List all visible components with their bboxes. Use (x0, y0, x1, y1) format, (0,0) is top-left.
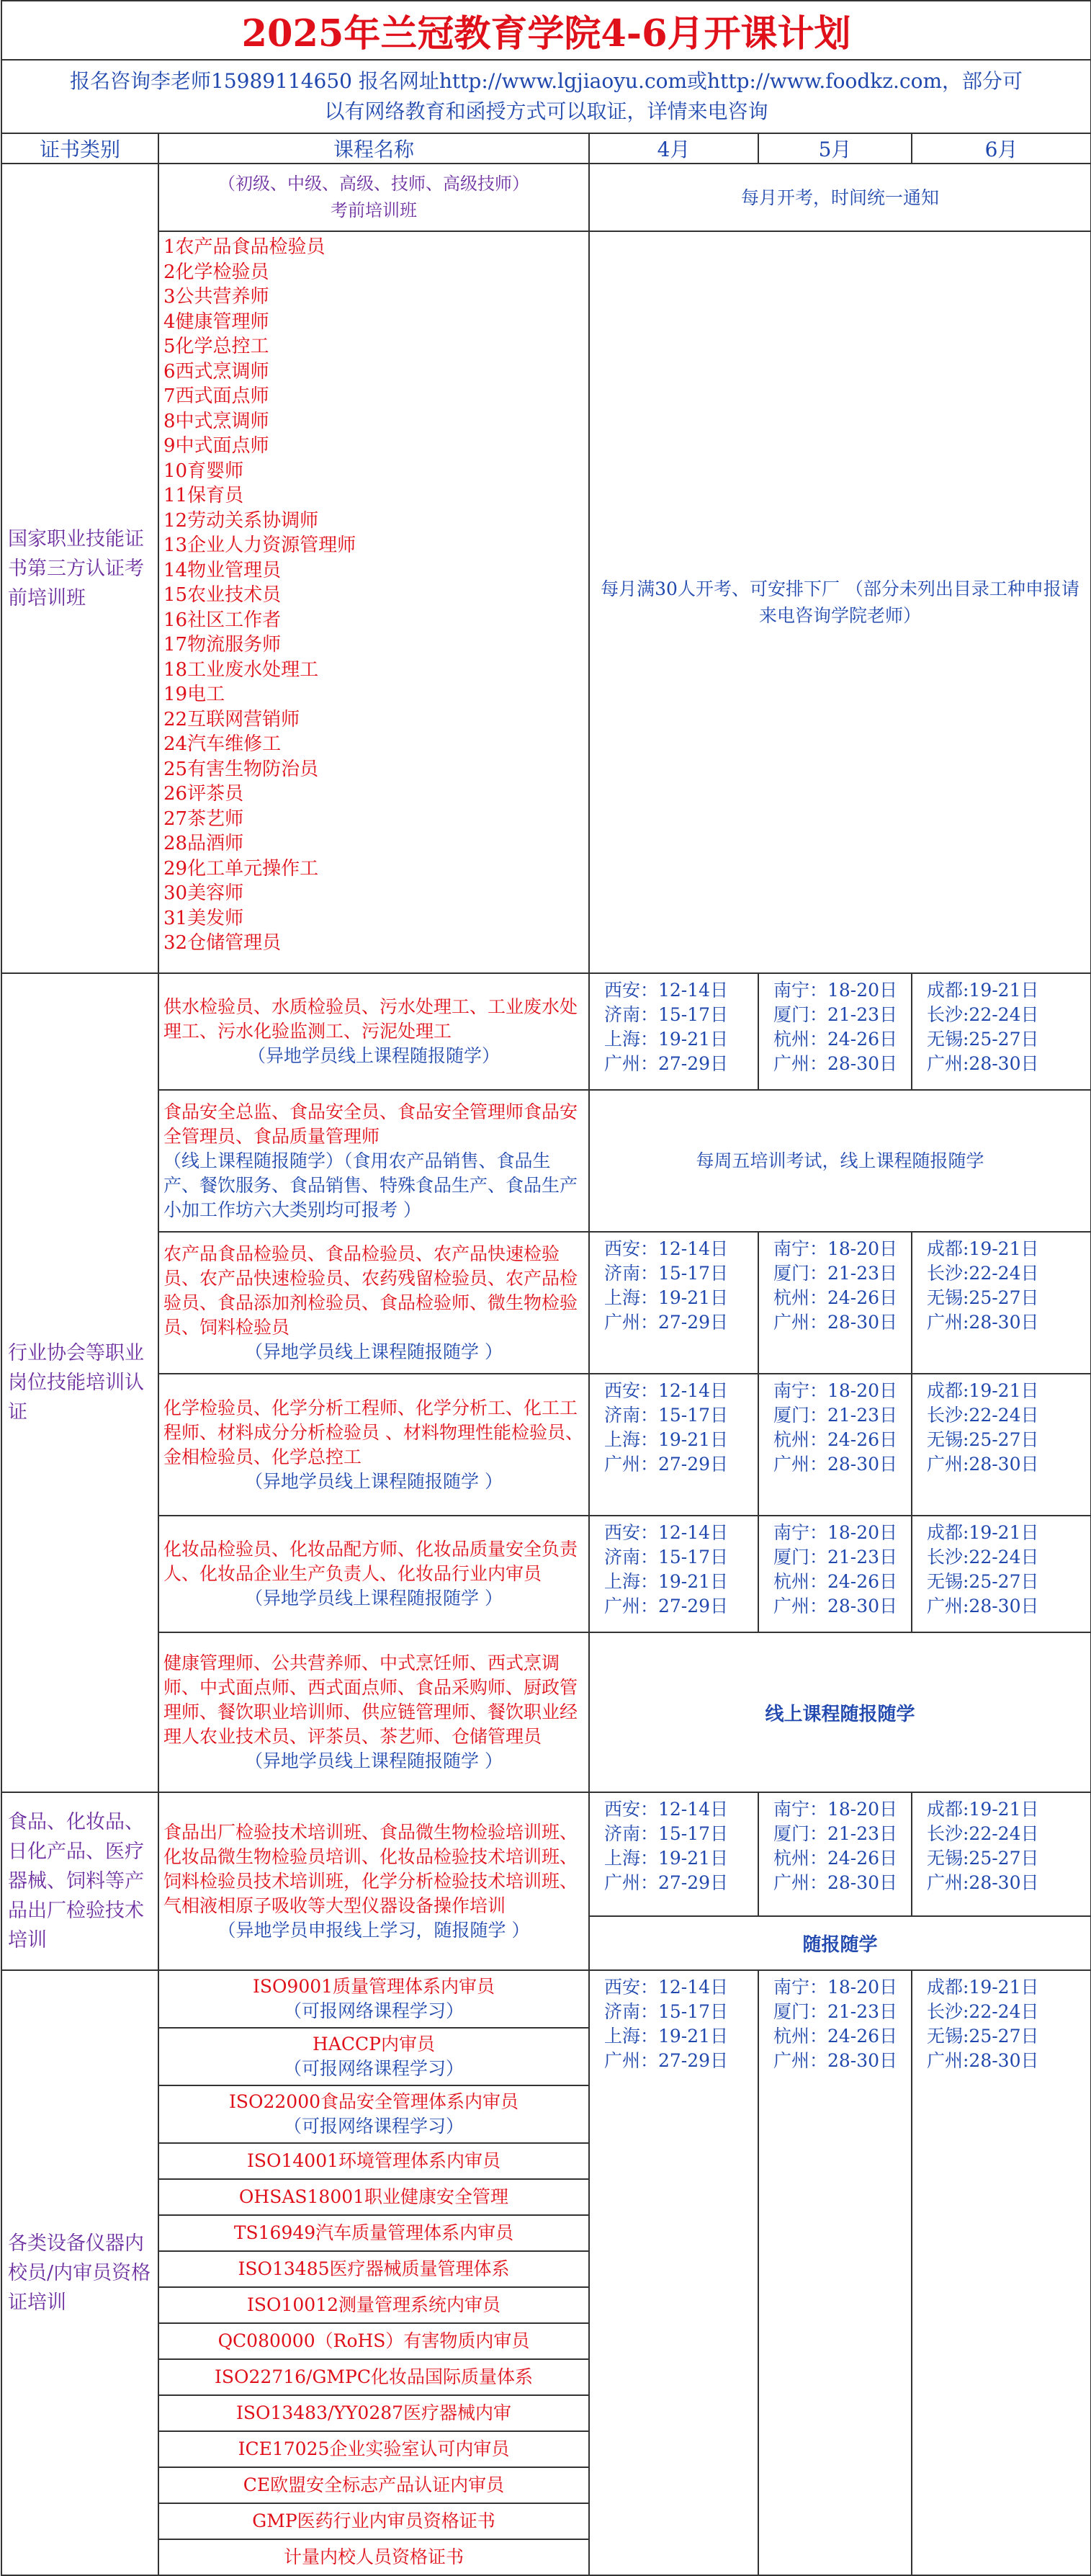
iso-course-name: CE欧盟安全标志产品认证内审员 (243, 2474, 505, 2495)
city-schedule-june (912, 1970, 1091, 2575)
list-item: 3公共营养师 (163, 286, 269, 308)
iso-course-name: GMP医药行业内审员资格证书 (252, 2510, 495, 2531)
iso-course (158, 2251, 589, 2287)
city-date: 上海：19-21日 (604, 1429, 729, 1450)
city-date: 广州：27-29日 (604, 1053, 729, 1074)
city-date: 广州：28-30日 (773, 1454, 898, 1475)
city-date: 长沙:22-24日 (927, 1823, 1039, 1844)
city-date: 长沙:22-24日 (927, 1263, 1039, 1284)
iso-course (158, 2323, 589, 2359)
city-date: 无锡:25-27日 (927, 1848, 1039, 1869)
city-date: 成都:19-21日 (927, 1380, 1039, 1401)
iso-course-name: 计量内校人员资格证书 (283, 2546, 464, 2567)
city-date: 成都:19-21日 (927, 1977, 1039, 1998)
city-date: 厦门：21-23日 (773, 1547, 898, 1567)
contact-line-1: 报名咨询李老师15989114650 报名网址http://www.lgjiaoyu.com或http://www.foodkz.com，部分可 (70, 69, 1023, 93)
iso-course-note: （可报网络课程学习） (283, 2000, 464, 2021)
iso-course-name: ISO22716/GMPC化妆品国际质量体系 (215, 2366, 533, 2387)
iso-course (158, 2179, 589, 2215)
category-internal-auditor: 各类设备仪器内校员/内审员资格证培训 (1, 1970, 158, 2575)
iso-course-note: （可报网络课程学习） (283, 2058, 464, 2079)
iso-course-name: ISO10012测量管理系统内审员 (246, 2294, 501, 2315)
city-date: 厦门：21-23日 (773, 2001, 898, 2022)
header-may: 5月 (758, 133, 912, 164)
iso-course (158, 2085, 589, 2143)
city-date: 厦门：21-23日 (773, 1263, 898, 1284)
course-food-inspection: 农产品食品检验员、食品检验员、农产品快速检验员、农产品快速检验员、农药残留检验员、农产品检验员、食品添加剂检验员、食品检验师、微生物检验员、饲料检验员 （异地学员线上课程随报随学 ） (158, 1232, 589, 1374)
city-date: 长沙:22-24日 (927, 1547, 1039, 1567)
city-date: 成都:19-21日 (927, 1799, 1039, 1820)
prep-levels: （初级、中级、高级、技师、高级技师） (218, 174, 529, 194)
city-date: 杭州：24-26日 (773, 1029, 898, 1050)
city-schedule-april (589, 1374, 758, 1516)
category-industry: 行业协会等职业岗位技能培训认证 (1, 973, 158, 1792)
list-item: 6西式烹调师 (163, 360, 269, 383)
iso-course-name: HACCP内审员 (313, 2034, 435, 2054)
iso-course (158, 2503, 589, 2539)
city-date: 广州：28-30日 (773, 2050, 898, 2071)
city-date: 广州:28-30日 (927, 1596, 1039, 1616)
city-date: 广州：28-30日 (773, 1053, 898, 1074)
list-item: 32仓储管理员 (163, 932, 282, 954)
list-item: 25有害生物防治员 (163, 758, 319, 780)
city-schedule-may (758, 1232, 912, 1374)
list-item: 24汽车维修工 (163, 733, 282, 755)
list-item: 17物流服务师 (163, 634, 282, 656)
iso-course (158, 2539, 589, 2575)
iso-course (158, 2215, 589, 2251)
list-item: 19电工 (163, 684, 225, 705)
city-date: 南宁：18-20日 (773, 980, 898, 1001)
city-date: 济南：15-17日 (604, 1405, 729, 1426)
list-item: 31美发师 (163, 907, 244, 929)
city-date: 济南：15-17日 (604, 1547, 729, 1567)
city-date: 成都:19-21日 (927, 980, 1039, 1001)
course-health: 健康管理师、公共营养师、中式烹饪师、西式烹调师、中式面点师、西式面点师、食品采购师、厨政管理师、餐饮职业培训师、供应链管理师、餐饮职业经理人农业技术员、评茶员、茶艺师、仓储管理员 （异地学员线上课程随报随学 ） (158, 1632, 589, 1792)
course-cosmetics: 化妆品检验员、化妆品配方师、化妆品质量安全负责人、化妆品企业生产负责人、化妆品行业内审员 （异地学员线上课程随报随学 ） (158, 1516, 589, 1632)
course-water: 供水检验员、水质检验员、污水处理工、工业废水处理工、污水化验监测工、污泥处理工 （异地学员线上课程随报随学） (158, 973, 589, 1090)
iso-course-name: ISO13485医疗器械质量管理体系 (238, 2258, 510, 2279)
list-item: 29化工单元操作工 (163, 857, 319, 880)
city-schedule-april (589, 1232, 758, 1374)
list-item: 16社区工作者 (163, 609, 282, 631)
city-date: 济南：15-17日 (604, 1004, 729, 1025)
iso-course-name: QC080000（RoHS）有害物质内审员 (217, 2330, 530, 2351)
city-date: 西安：12-14日 (604, 1522, 729, 1543)
city-date: 无锡:25-27日 (927, 2026, 1039, 2047)
city-date: 济南：15-17日 (604, 1263, 729, 1284)
list-item: 1农产品食品检验员 (163, 236, 325, 258)
city-date: 广州:28-30日 (927, 1053, 1039, 1074)
schedule-table (1, 0, 1091, 2576)
city-date: 长沙:22-24日 (927, 1004, 1039, 1025)
national-schedule-note: 每月满30人开考、可安排下厂 （部分未列出目录工种申报请来电咨询学院老师） (589, 231, 1091, 973)
header-june: 6月 (912, 133, 1091, 164)
city-date: 无锡:25-27日 (927, 1029, 1039, 1050)
city-date: 无锡:25-27日 (927, 1287, 1039, 1308)
list-item: 7西式面点师 (163, 385, 269, 407)
city-date: 广州：28-30日 (773, 1312, 898, 1333)
iso-course-name: ISO9001质量管理体系内审员 (252, 1976, 495, 1997)
city-date: 广州：27-29日 (604, 1872, 729, 1893)
city-schedule-april (589, 973, 758, 1090)
iso-section (1, 1970, 1091, 2575)
city-date: 广州：27-29日 (604, 2050, 729, 2071)
list-item: 5化学总控工 (163, 336, 269, 357)
list-item: 4健康管理师 (163, 310, 269, 333)
city-schedule-april (589, 1970, 758, 2575)
city-schedule-april (589, 1792, 758, 1916)
city-date: 长沙:22-24日 (927, 2001, 1039, 2022)
city-date: 西安：12-14日 (604, 1977, 729, 1998)
iso-course (158, 2467, 589, 2503)
contact-info (1, 60, 1091, 133)
contact-line-2: 以有网络教育和函授方式可以取证，详情来电咨询 (324, 99, 768, 123)
city-date: 杭州：24-26日 (773, 1287, 898, 1308)
header-april: 4月 (589, 133, 758, 164)
city-schedule-april (589, 1516, 758, 1632)
city-schedule-may (758, 1792, 912, 1916)
national-course-list (158, 231, 589, 973)
iso-course (158, 2143, 589, 2179)
city-date: 南宁：18-20日 (773, 1238, 898, 1259)
list-item: 10育婴师 (163, 460, 244, 482)
list-item: 15农业技术员 (163, 584, 282, 606)
city-date: 南宁：18-20日 (773, 1380, 898, 1401)
course-factory-inspection: 食品出厂检验技术培训班、食品微生物检验培训班、化妆品微生物检验员培训、化妆品检验技术培训班、饲料检验员技术培训班，化学分析检验技术培训班、气相液相原子吸收等大型仪器设备操作培训 （异地学员申报线上学习，随报随学 ） (158, 1792, 589, 1970)
iso-course (158, 2395, 589, 2431)
list-item: 30美容师 (163, 882, 244, 904)
iso-course-name: ISO13483/YY0287医疗器械内审 (235, 2402, 512, 2423)
city-schedule-june (912, 1516, 1091, 1632)
city-date: 厦门：21-23日 (773, 1823, 898, 1844)
course-food-safety: 食品安全总监、食品安全员、食品安全管理师食品安全管理员、食品质量管理师 （线上课程随报随学）（食用农产品销售、食品生产、餐饮服务、食品销售、特殊食品生产、食品生产小加工作坊六大类别均可报考 ） (158, 1090, 589, 1232)
list-item: 13企业人力资源管理师 (163, 535, 356, 556)
category-national: 国家职业技能证书第三方认证考前培训班 (1, 164, 158, 973)
city-date: 广州：27-29日 (604, 1596, 729, 1616)
iso-course (158, 1970, 589, 2028)
city-date: 广州：28-30日 (773, 1872, 898, 1893)
city-date: 济南：15-17日 (604, 1823, 729, 1844)
prep-class (158, 164, 589, 231)
iso-course-name: OHSAS18001职业健康安全管理 (238, 2186, 509, 2207)
city-schedule-may (758, 1516, 912, 1632)
iso-course-name: ISO14001环境管理体系内审员 (246, 2150, 501, 2171)
city-date: 成都:19-21日 (927, 1238, 1039, 1259)
city-date: 厦门：21-23日 (773, 1004, 898, 1025)
food-safety-schedule: 每周五培训考试，线上课程随报随学 (589, 1090, 1091, 1232)
city-date: 南宁：18-20日 (773, 1977, 898, 1998)
list-item: 11保育员 (163, 485, 244, 506)
city-date: 杭州：24-26日 (773, 1848, 898, 1869)
city-date: 西安：12-14日 (604, 980, 729, 1001)
course-chemical: 化学检验员、化学分析工程师、化学分析工、化工工程师、材料成分分析检验员 、材料物理性能检验员、金相检验员、化学总控工 （异地学员线上课程随报随学 ） (158, 1374, 589, 1516)
city-schedule-june (912, 1374, 1091, 1516)
city-date: 上海：19-21日 (604, 1571, 729, 1592)
city-date: 上海：19-21日 (604, 2026, 729, 2047)
city-date: 广州:28-30日 (927, 1312, 1039, 1333)
iso-course (158, 2359, 589, 2395)
city-date: 广州:28-30日 (927, 2050, 1039, 2071)
list-item: 12劳动关系协调师 (163, 509, 319, 532)
city-schedule-june (912, 1232, 1091, 1374)
city-date: 上海：19-21日 (604, 1848, 729, 1869)
category-factory-inspection: 食品、化妆品、日化产品、医疗器械、饲料等产品出厂检验技术培训 (1, 1792, 158, 1970)
city-date: 广州：27-29日 (604, 1454, 729, 1475)
iso-course-name: TS16949汽车质量管理体系内审员 (233, 2222, 514, 2243)
city-date: 成都:19-21日 (927, 1522, 1039, 1543)
city-date: 杭州：24-26日 (773, 2026, 898, 2047)
city-date: 西安：12-14日 (604, 1238, 729, 1259)
list-item: 27茶艺师 (163, 808, 244, 830)
city-schedule-may (758, 1374, 912, 1516)
city-date: 上海：19-21日 (604, 1029, 729, 1050)
city-schedule-may (758, 1970, 912, 2575)
iso-course (158, 2287, 589, 2323)
list-item: 14物业管理员 (163, 559, 282, 581)
city-date: 济南：15-17日 (604, 2001, 729, 2022)
iso-course-note: （可报网络课程学习） (283, 2116, 464, 2137)
list-item: 9中式面点师 (163, 435, 269, 457)
factory-schedule: 随报随学 (589, 1916, 1091, 1970)
city-date: 杭州：24-26日 (773, 1571, 898, 1592)
list-item: 26评茶员 (163, 783, 244, 805)
city-date: 长沙:22-24日 (927, 1405, 1039, 1426)
city-date: 广州：27-29日 (604, 1312, 729, 1333)
iso-course (158, 2431, 589, 2467)
prep-title: 考前培训班 (331, 200, 417, 220)
city-schedule-june (912, 1792, 1091, 1916)
header-course: 课程名称 (158, 133, 589, 164)
city-date: 无锡:25-27日 (927, 1429, 1039, 1450)
city-date: 上海：19-21日 (604, 1287, 729, 1308)
page-title: 2025年兰冠教育学院4-6月开课计划 (1, 1, 1091, 60)
city-date: 西安：12-14日 (604, 1799, 729, 1820)
list-item: 2化学检验员 (163, 261, 269, 283)
city-date: 广州：28-30日 (773, 1596, 898, 1616)
iso-course-name: ICE17025企业实验室认可内审员 (238, 2438, 510, 2459)
city-date: 西安：12-14日 (604, 1380, 729, 1401)
city-date: 南宁：18-20日 (773, 1522, 898, 1543)
iso-course (158, 2028, 589, 2085)
header-category: 证书类别 (1, 133, 158, 164)
city-date: 广州:28-30日 (927, 1454, 1039, 1475)
health-schedule: 线上课程随报随学 (589, 1632, 1091, 1792)
iso-course-name: ISO22000食品安全管理体系内审员 (228, 2091, 519, 2112)
list-item: 28品酒师 (163, 833, 244, 854)
city-date: 广州:28-30日 (927, 1872, 1039, 1893)
table-header (1, 133, 1091, 164)
city-date: 厦门：21-23日 (773, 1405, 898, 1426)
list-item: 18工业废水处理工 (163, 658, 319, 681)
city-schedule-june (912, 973, 1091, 1090)
prep-schedule-note: 每月开考，时间统一通知 (589, 164, 1091, 231)
list-item: 22互联网营销师 (163, 708, 300, 730)
list-item: 8中式烹调师 (163, 410, 269, 432)
city-date: 杭州：24-26日 (773, 1429, 898, 1450)
city-schedule-may (758, 973, 912, 1090)
city-date: 南宁：18-20日 (773, 1799, 898, 1820)
city-date: 无锡:25-27日 (927, 1571, 1039, 1592)
